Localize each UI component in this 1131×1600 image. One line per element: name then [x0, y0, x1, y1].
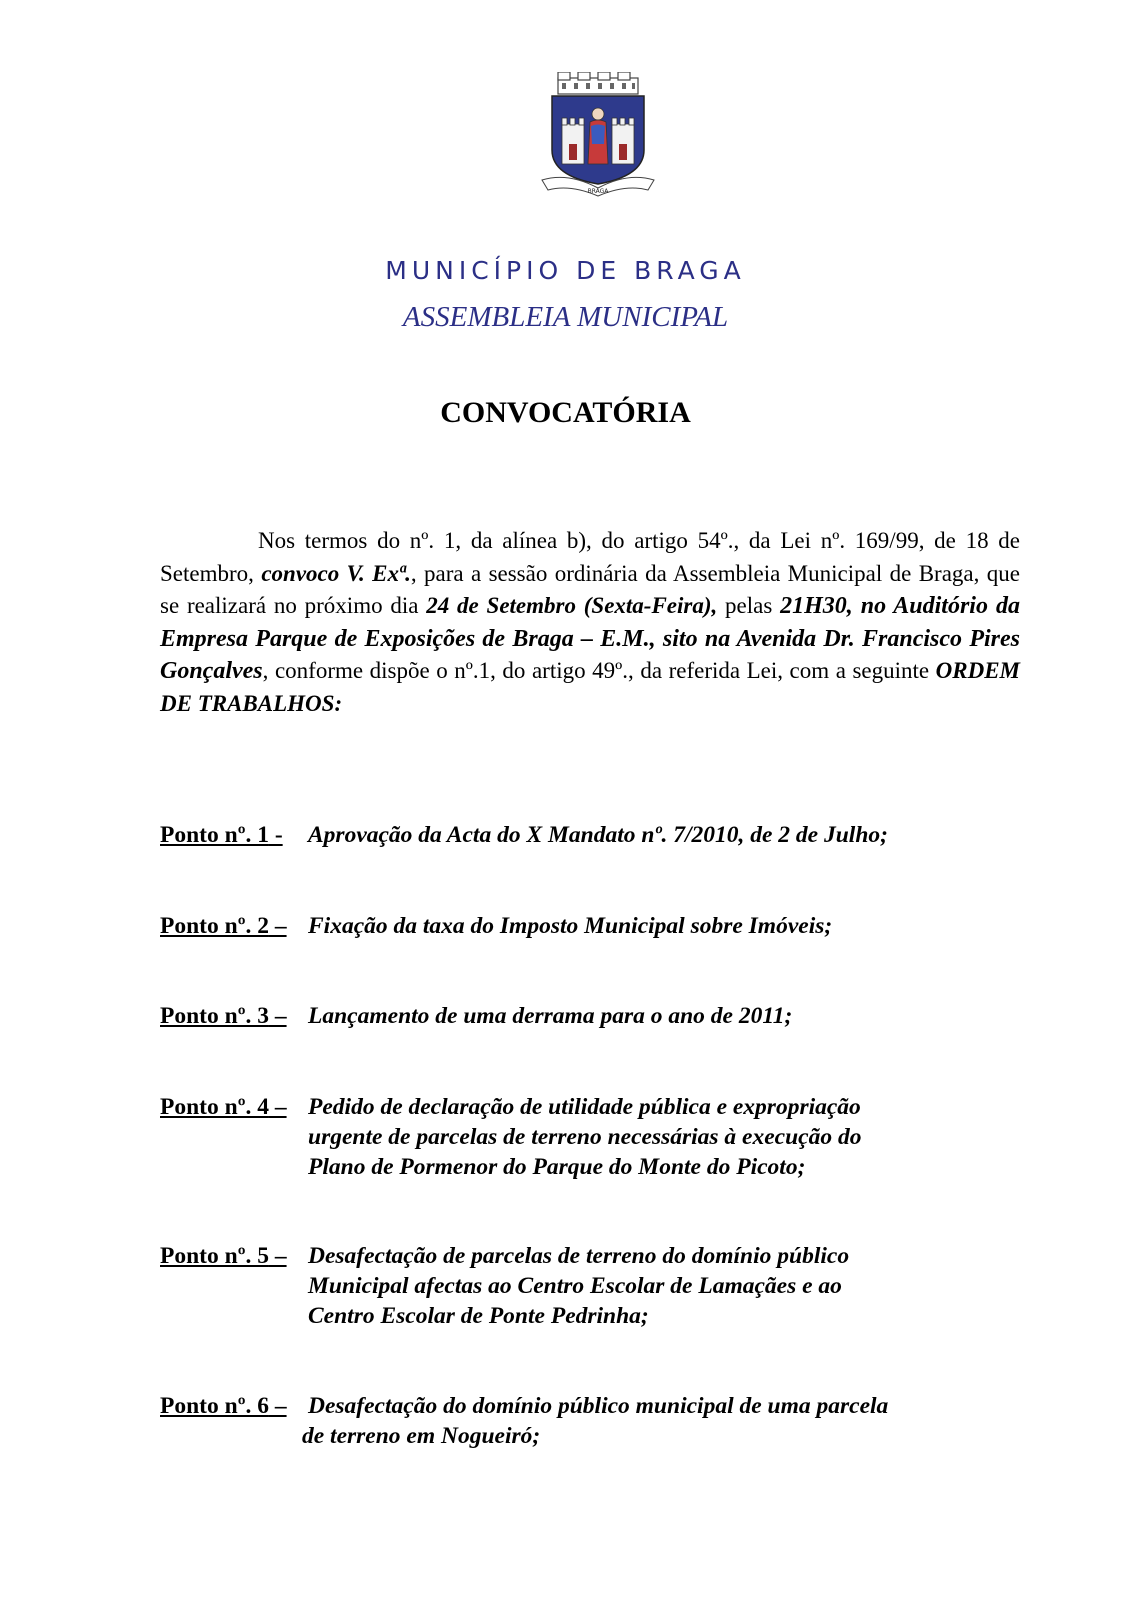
agenda-item-dash: – [268, 1393, 287, 1419]
braga-coat-of-arms-icon [538, 72, 658, 198]
agenda-item-line: Lançamento de uma derrama para o ano de 2011; [308, 1003, 793, 1029]
agenda-item-line: Plano de Pormenor do Parque do Monte do Picoto; [308, 1154, 806, 1180]
agenda-item-line: Pedido de declaração de utilidade pública e expropriação [308, 1094, 861, 1120]
municipality-name: MUNICÍPIO DE BRAGA [385, 256, 746, 285]
agenda-item-line: Fixação da taxa do Imposto Municipal sobre Imóveis; [308, 913, 833, 939]
page-title: CONVOCATÓRIA [440, 396, 691, 429]
assembly-name: ASSEMBLEIA MUNICIPAL [402, 301, 729, 333]
agenda-item-label: Ponto nº. 1 [160, 822, 269, 848]
paragraph-text-1: Nos termos do nº. 1, da alínea b), do artigo 54º., da Lei nº. 169/99, de 18 de Setembro, [160, 528, 1020, 586]
agenda-item-label: Ponto nº. 4 [160, 1094, 269, 1120]
agenda-item-text [308, 911, 832, 941]
paragraph-time-location: 21H30, no Auditório da Empresa Parque de Exposições de Braga – E.M., sito na Avenida Dr. Francisco Pires Gonçalves [160, 593, 1020, 684]
agenda-item-label: Ponto nº. 3 [160, 1003, 269, 1029]
paragraph-date: 24 de Setembro (Sexta-Feira), [426, 593, 718, 618]
agenda-item-text [302, 1391, 889, 1451]
paragraph-ordem-trabalhos: ORDEM DE TRABALHOS: [160, 658, 1021, 716]
paragraph-text-2: , para a sessão ordinária da Assembleia Municipal de Braga, que se realizará no próximo dia [160, 560, 1020, 618]
agenda-item-line: Aprovação da Acta do X Mandato nº. 7/2010, de 2 de Julho; [308, 822, 888, 848]
paragraph-text-3: pelas [725, 593, 773, 618]
agenda-item-text [308, 1241, 849, 1331]
agenda-item-line: de terreno em Nogueiró; [302, 1423, 541, 1449]
agenda-item-dash: – [268, 913, 287, 939]
agenda-item-line: Centro Escolar de Ponte Pedrinha; [308, 1303, 649, 1329]
crest-ribbon-text: BRAGA [587, 188, 609, 195]
agenda-item-label: Ponto nº. 5 [160, 1243, 269, 1269]
agenda-item-text [308, 1092, 861, 1182]
agenda-item-text [308, 1001, 792, 1031]
agenda-item-text [308, 820, 888, 850]
agenda-item-dash: – [268, 1003, 287, 1029]
agenda-item-dash: - [268, 822, 283, 848]
paragraph-text-4: , conforme dispõe o nº.1, do artigo 49º., da referida Lei, com a seguinte [262, 658, 930, 683]
agenda-item-dash: – [268, 1094, 287, 1120]
paragraph-emphasis-convoco: convoco V. Exª. [261, 560, 411, 586]
agenda-item-label: Ponto nº. 6 [160, 1393, 269, 1419]
agenda-item-line: Desafectação do domínio público municipal de uma parcela [308, 1393, 889, 1419]
agenda-item-label: Ponto nº. 2 [160, 913, 269, 939]
agenda-item-line: Desafectação de parcelas de terreno do domínio público [308, 1243, 850, 1269]
agenda-item-line: Municipal afectas ao Centro Escolar de Lamaçães e ao [308, 1273, 842, 1299]
agenda-item-dash: – [268, 1243, 287, 1269]
convocation-paragraph [160, 525, 1020, 720]
agenda-item-line: urgente de parcelas de terreno necessárias à execução do [308, 1124, 862, 1150]
